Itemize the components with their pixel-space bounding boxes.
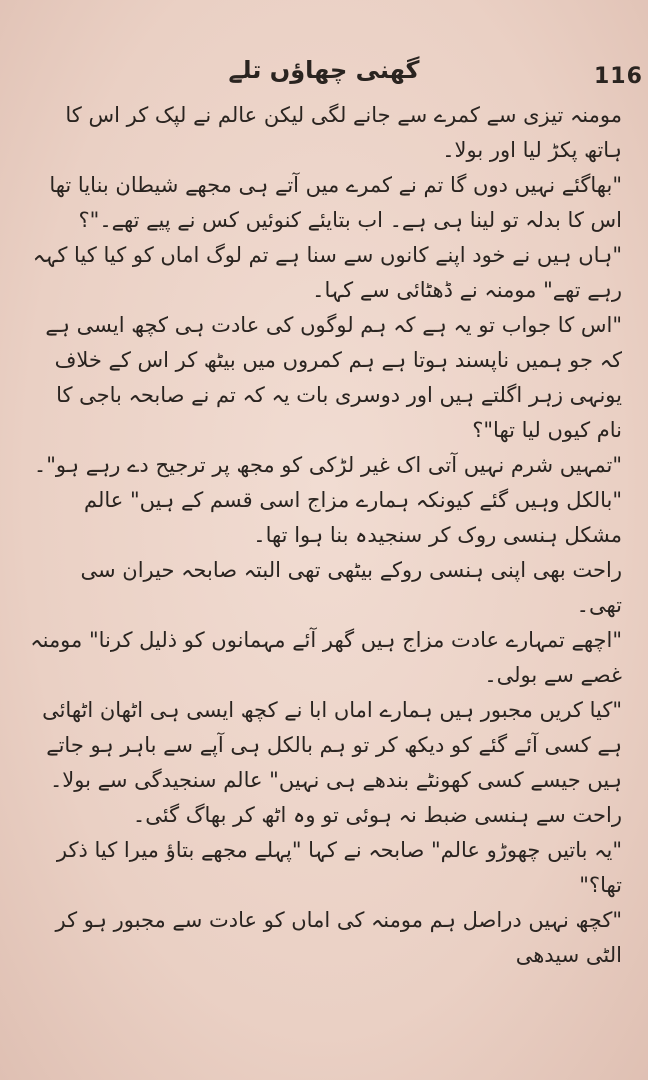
paragraph: "کیا کریں مجبور ہیں ہمارے اماں ابا نے کچھ ایسی ہی اٹھان اٹھائی ہے کسی آئے گئے کو دیکھ کر تو ہم بالکل ہی آپے سے باہر ہو جاتے ہیں جیسے کسی کھونٹے بندھے ہی نہیں" عالم سنجیدگی سے بولا۔ bbox=[42, 698, 622, 792]
paragraph: "یہ باتیں چھوڑو عالم" صابحہ نے کہا "پہلے مجھے بتاؤ میرا کیا ذکر تھا؟" bbox=[56, 838, 622, 897]
running-header: گھنی چھاؤں تلے bbox=[228, 56, 420, 84]
paragraph: "تمہیں شرم نہیں آتی اک غیر لڑکی کو مجھ پر ترجیح دے رہے ہو"۔ bbox=[33, 453, 622, 477]
paragraph: "اچھے تمہارے عادت مزاج ہیں گھر آئے مہمانوں کو ذلیل کرنا" مومنہ غصے سے بولی۔ bbox=[30, 628, 622, 687]
paragraph: "بھاگئے نہیں دوں گا تم نے کمرے میں آتے ہی مجھے شیطان بنایا تھا اس کا بدلہ تو لینا ہی ہے۔ اب بتایئے کنوئیں کس نے پیے تھے۔"؟ bbox=[49, 173, 622, 232]
paragraph: مومنہ تیزی سے کمرے سے جانے لگی لیکن عالم نے لپک کر اس کا ہاتھ پکڑ لیا اور بولا۔ bbox=[65, 103, 622, 162]
body-text bbox=[30, 98, 622, 973]
paragraph: "ہاں ہیں نے خود اپنے کانوں سے سنا ہے تم لوگ اماں کو کیا کیا کہہ رہے تھے" مومنہ نے ڈھٹائی سے کہا۔ bbox=[32, 243, 622, 302]
page-number: 116 bbox=[594, 64, 643, 89]
paragraph: راحت سے ہنسی ضبط نہ ہوئی تو وہ اٹھ کر بھاگ گئی۔ bbox=[132, 803, 622, 827]
paragraph: راحت بھی اپنی ہنسی روکے بیٹھی تھی البتہ صابحہ حیران سی تھی۔ bbox=[80, 558, 622, 617]
paragraph: "اس کا جواب تو یہ ہے کہ ہم لوگوں کی عادت ہی کچھ ایسی ہے کہ جو ہمیں ناپسند ہوتا ہے ہم کمروں میں بیٹھ کر اس کے خلاف یونہی زہر اگلتے ہیں اور دوسری بات یہ کہ تم نے صابحہ باجی کا نام کیوں لیا تھا"؟ bbox=[45, 313, 622, 442]
paragraph: "کچھ نہیں دراصل ہم مومنہ کی اماں کو عادت سے مجبور ہو کر الٹی سیدھی bbox=[55, 908, 622, 967]
paragraph: "بالکل وہیں گئے کیونکہ ہمارے مزاج اسی قسم کے ہیں" عالم مشکل ہنسی روک کر سنجیدہ بنا ہوا تھا۔ bbox=[84, 488, 622, 547]
